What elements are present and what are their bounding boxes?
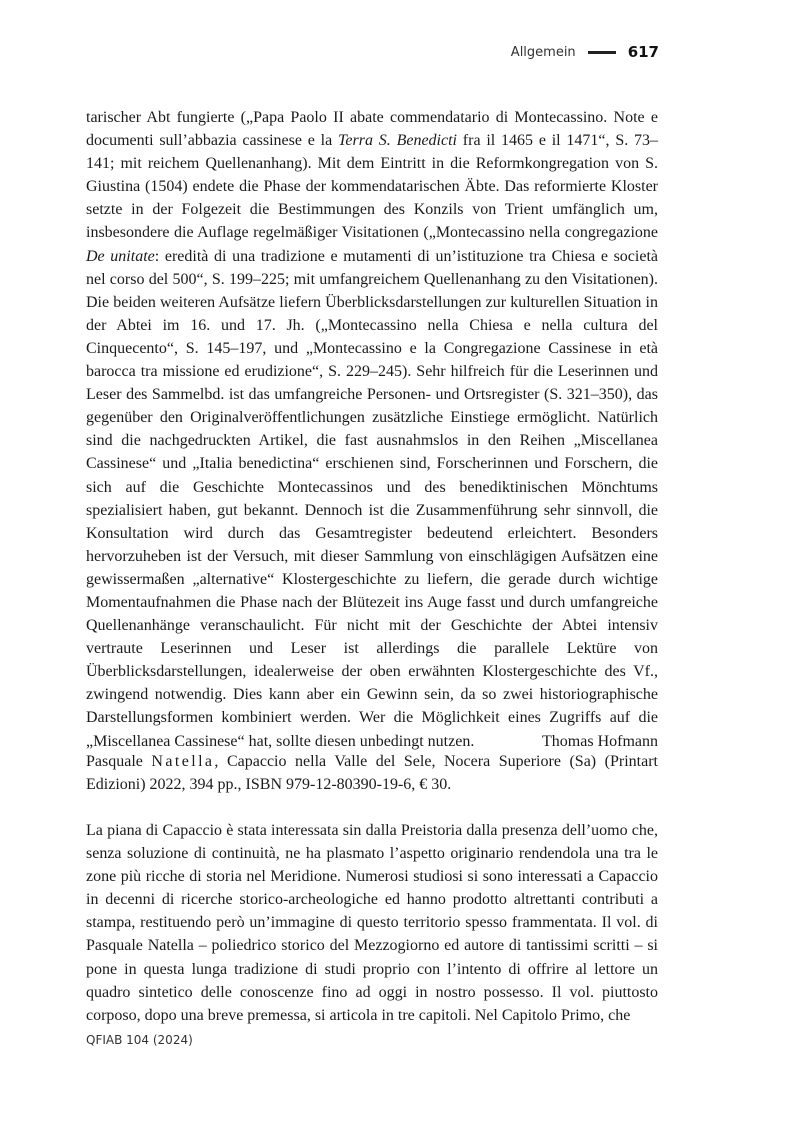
citation-line	[86, 750, 658, 796]
running-head	[511, 43, 659, 61]
review-text-1	[86, 106, 658, 753]
italic-title: De unitate	[86, 247, 155, 265]
review-text-2	[86, 819, 658, 1027]
journal-footer: QFIAB 104 (2024)	[86, 1033, 193, 1047]
text-run: tarischer Abt fungierte („Papa Paolo II abate commendatario di Montecassino. Note e documenti sull’abbazia cassinese e la	[86, 109, 658, 150]
citation-details: , Capaccio nella Valle del Sele, Nocera Superiore (Sa) (Printart Edizioni) 2022, 394 pp., ISBN 979-12-80390-19-6, € 30.	[86, 753, 658, 794]
review-paragraph-2: La piana di Capaccio è stata interessata sin dalla Preistoria dalla presenza dell’uomo che, senza soluzione di continuità, ne ha plasmato l’aspetto originario rendendola una tra le zone più ricche di storia nel Meridione. Numerosi studiosi si sono interessati a Capaccio in decenni di ricerche storico-archeologiche ed hanno prodotto altrettanti contributi a stampa, restituendo però un’immagine di questo territorio spesso frammentata. Il vol. di Pasquale Natella – poliedrico storico del Mezzogiorno ed autore di tantissimi scritti – si pone in questa lunga tradizione di studi proprio con l’intento di offrire al lettore un quadro sintetico delle conoscenze fino ad oggi in nostro possesso. Il vol. piuttosto corposo, dopo una breve premessa, si articola in tre capitoli. Nel Capitolo Primo, che	[86, 822, 658, 1024]
author-first-name: Pasquale	[86, 753, 152, 770]
page-number: 617	[627, 43, 659, 61]
italic-title: Terra S. Benedicti	[338, 132, 457, 150]
review-paragraph-1	[86, 106, 658, 753]
reviewer-name: Thomas Hofmann	[542, 732, 658, 750]
author-last-name: Natella	[151, 753, 215, 770]
header-rule	[588, 51, 616, 54]
text-run: : eredità di una tradizione e mutamenti di un’istituzione tra Chiesa e società nel corso del 500“, S. 199–225; mit umfangreichem Quellenanhang zu den Visitationen). Die beiden weiteren Aufsätze liefern Überblicksdarstellungen zur kulturellen Situation in der Abtei im 16. und 17. Jh. („Montecassino nella Chiesa e nella cultura del Cinquecento“, S. 145–197, und „Montecassino e la Congregazione Cassinese in età barocca tra missione ed erudizione“, S. 229–245). Sehr hilfreich für die Leserinnen und Leser des Sammelbd. ist das umfangreiche Personen- und Ortsregister (S. 321–350), das gegenüber den Originalveröffentlichungen zusätzliche Einstiege ermöglicht. Natürlich sind die nachgedruckten Artikel, die fast ausnahmslos in den Reihen „Miscellanea Cassinese“ und „Italia benedictina“ erschienen sind, Forscherinnen und Forschern, die sich auf die Geschichte Montecassinos und des benediktinischen Mönchtums spezialisiert haben, gut bekannt. Dennoch ist die Zusammenführung sehr sinnvoll, die Konsultation wird durch das Gesamtregister bedeutend erleichtert. Besonders hervorzuheben ist der Versuch, mit dieser Sammlung von einschlägigen Aufsätzen eine gewissermaßen „alternative“ Klostergeschichte zu liefern, die gerade durch wichtige Momentaufnahmen die Phase nach der Blütezeit ins Auge fasst und durch umfangreiche Quellenanhänge veranschaulicht. Für nicht mit der Geschichte der Abtei intensiv vertraute Leserinnen und Leser ist allerdings die parallele Lektüre von Überblicksdarstellungen, idealerweise der oben erwähnten Klostergeschichte des Vf., zwingend notwendig. Dies kann aber ein Gewinn sein, da so zwei historiographische Darstellungsformen kombiniert werden. Wer die Möglichkeit eines Zugriffs auf die „Miscellanea Cassinese“ hat, sollte diesen unbedingt nutzen.	[86, 247, 659, 750]
review-citation	[86, 750, 658, 796]
section-title: Allgemein	[510, 44, 576, 60]
text-run: fra il 1465 e il 1471“, S. 73–141; mit reichem Quellenanhang). Mit dem Eintritt in die Reformkongregation von S. Giustina (1504) endete die Phase der kommendatarischen Äbte. Das reformierte Kloster setzte in der Folgezeit die Bestimmungen des Konzils von Trient umfänglich um, insbesondere die Auflage regelmäßiger Visitationen („Montecassino nella congregazione	[86, 132, 659, 242]
